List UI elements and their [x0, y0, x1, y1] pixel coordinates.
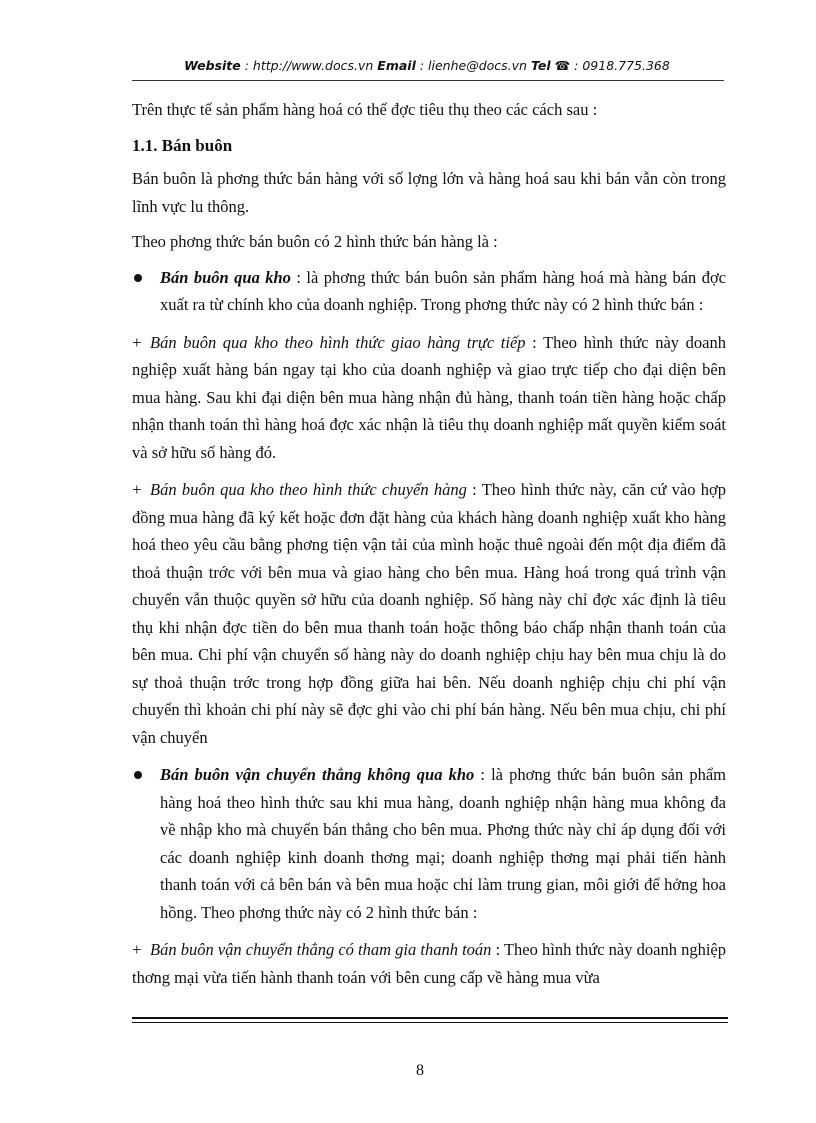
website-label: Website: [184, 58, 241, 73]
bullet-icon: [134, 771, 142, 779]
subitem-with-payment: [132, 936, 726, 991]
page-header: [132, 58, 722, 73]
header-divider: [132, 80, 724, 81]
tel-label: Tel: [530, 58, 551, 73]
subitem-title: Bán buôn qua kho theo hình thức chuyển hàng: [150, 480, 467, 499]
tel-value: : 0918.775.368: [570, 58, 670, 73]
paragraph-definition: Bán buôn là phơng thức bán hàng với số lợng lớn và hàng hoá sau khi bán vẫn còn trong lĩnh vực lu thông.: [132, 169, 726, 216]
subitem-text: : Theo hình thức này doanh nghiệp thơng mại vừa tiến hành thanh toán với bên cung cấp về hàng mua vừa: [132, 940, 726, 987]
bullet-text: : là phơng thức bán buôn sản phẩm hàng hoá theo hình thức sau khi mua hàng, doanh nghiệp nhận hàng mua không đa về nhập kho mà chuyển bán thẳng cho bên mua. Phơng thức này chỉ áp dụng đối với các doanh nghiệp kinh doanh thơng mại; doanh nghiệp thơng mại phải tiến hành thanh toán với cả bên bán và bên mua hoặc chỉ làm trung gian, môi giới để hởng hoa hồng. Theo phơng thức này có 2 hình thức bán :: [160, 765, 727, 922]
document-body: [132, 96, 726, 1001]
subitem-text: : Theo hình thức này, căn cứ vào hợp đồng mua hàng đã ký kết hoặc đơn đặt hàng của khách hàng doanh nghiệp xuất kho hàng hoá theo yêu cầu bằng phơng tiện vận tải của mình hoặc thuê ngoài đến một địa điểm đã thoả thuận trớc với bên mua và giao hàng cho bên mua. Hàng hoá trong quá trình vận chuyển vẫn thuộc quyền sở hữu của doanh nghiệp. Số hàng này chỉ đợc xác định là tiêu thụ khi nhận đợc tiền do bên mua thanh toán hoặc thông báo chấp nhận thanh toán của bên mua. Chi phí vận chuyển số hàng này do doanh nghiệp chịu hay bên mua chịu là do sự thoả thuận trớc trong hợp đồng giữa hai bên. Nếu doanh nghiệp chịu chi phí vận chuyển thì khoản chi phí này sẽ đợc ghi vào chi phí bán hàng. Nếu bên mua chịu, chi phí vận chuyển: [132, 480, 726, 747]
footer-divider-thin: [132, 1022, 728, 1023]
plus-icon: +: [132, 480, 142, 499]
subitem-text: : Theo hình thức này doanh nghiệp xuất hàng bán ngay tại kho của doanh nghiệp và giao trực tiếp cho đại diện bên mua hàng. Sau khi đại diện bên mua hàng nhận đủ hàng, thanh toán tiền hàng hoặc chấp nhận thanh toán thì hàng hoá đợc xác nhận là tiêu thụ doanh nghiệp mất quyền kiểm soát và sở hữu số hàng đó.: [132, 332, 726, 462]
bullet-icon: [134, 274, 142, 282]
email-value: : lienhe@docs.vn: [415, 58, 531, 73]
paragraph-forms: Theo phơng thức bán buôn có 2 hình thức bán hàng là :: [132, 232, 498, 251]
subitem-title: Bán buôn qua kho theo hình thức giao hàng trực tiếp: [150, 332, 526, 352]
phone-icon: ☎: [554, 58, 571, 73]
subitem-shipping: [132, 476, 726, 751]
subitem-title: Bán buôn vận chuyển thẳng có tham gia thanh toán: [150, 940, 492, 959]
footer-divider-thick: [132, 1017, 728, 1019]
email-label: Email: [377, 58, 416, 73]
bullet-title: Bán buôn vận chuyển thẳng không qua kho: [160, 765, 475, 784]
intro-paragraph: Trên thực tế sản phẩm hàng hoá có thể đợc tiêu thụ theo các cách sau :: [132, 100, 598, 119]
bullet-text: : là phơng thức bán buôn sản phẩm hàng hoá mà hàng bán đợc xuất ra từ chính kho của doanh nghiệp. Trong phơng thức này có 2 hình thức bán :: [160, 267, 727, 314]
bullet-item-warehouse: [132, 264, 726, 319]
subitem-direct-delivery: [132, 329, 726, 467]
bullet-item-direct-transport: [132, 761, 726, 926]
plus-icon: +: [132, 332, 142, 352]
bullet-title: Bán buôn qua kho: [160, 267, 291, 287]
page-number: 8: [416, 1062, 424, 1079]
section-heading: 1.1. Bán buôn: [132, 135, 233, 155]
plus-icon: +: [132, 940, 142, 959]
website-value: : http://www.docs.vn: [240, 58, 378, 73]
